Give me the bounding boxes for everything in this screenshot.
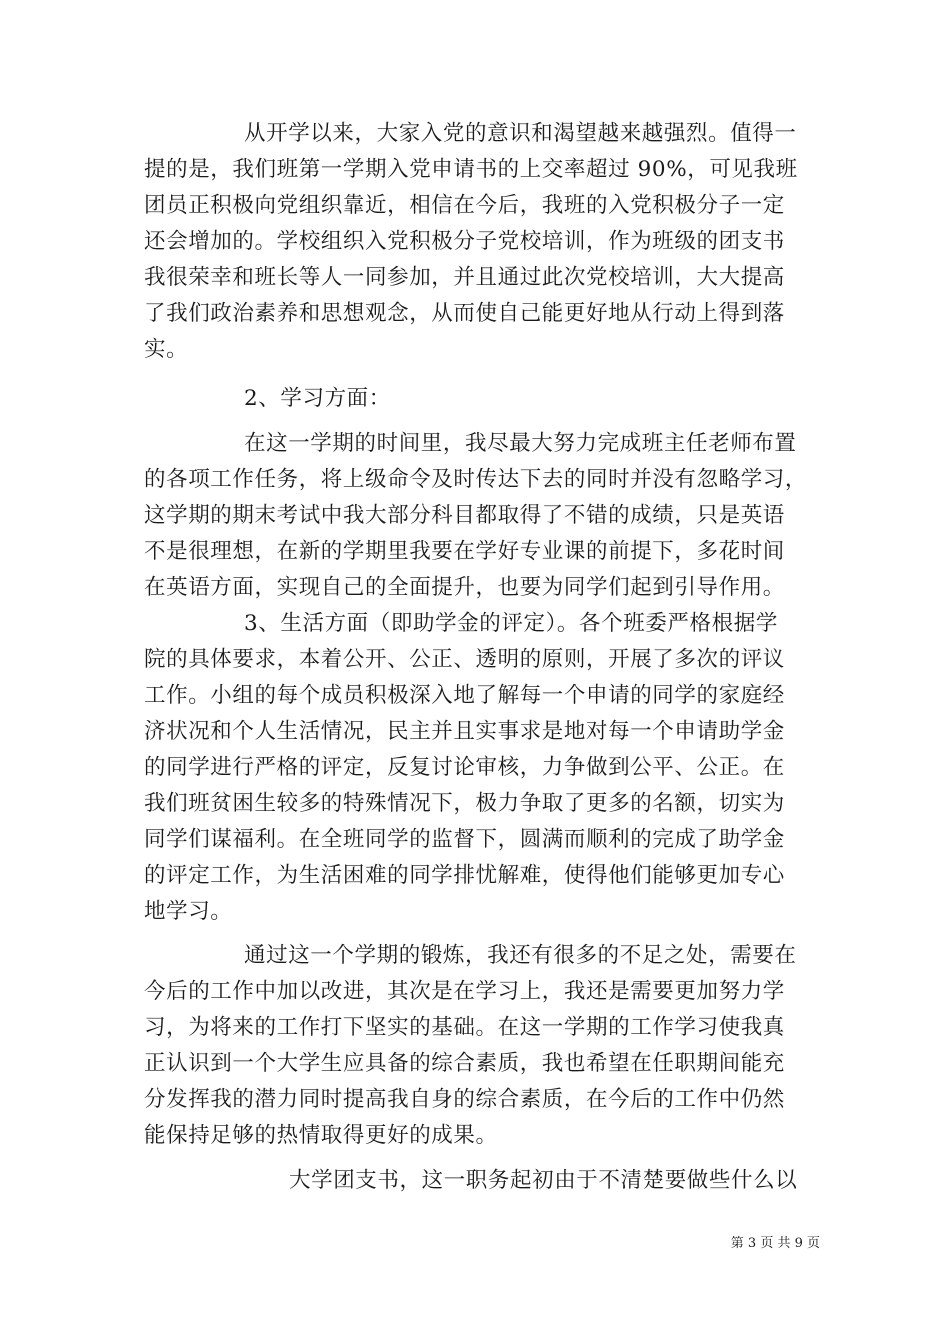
text-line: 院的具体要求，本着公开、公正、透明的原则，开展了多次的评议: [144, 647, 785, 672]
text-line: 团员正积极向党组织靠近，相信在今后，我班的入党积极分子一定: [144, 193, 785, 218]
text-line: 习，为将来的工作打下坚实的基础。在这一学期的工作学习使我真: [144, 1015, 785, 1040]
section-heading-life: 3、生活方面（即助学金的评定）。各个班委严格根据学: [244, 611, 778, 636]
text-line: 在英语方面，实现自己的全面提升，也要为同学们起到引导作用。: [144, 575, 785, 600]
section-heading-study: 2、学习方面：: [244, 386, 391, 411]
text-line: 同学们谋福利。在全班同学的监督下，圆满而顺利的完成了助学金: [144, 827, 785, 852]
text-line: 通过这一个学期的锻炼，我还有很多的不足之处，需要在: [244, 943, 797, 968]
text-line: 的同学进行严格的评定，反复讨论审核，力争做到公平、公正。在: [144, 755, 785, 780]
text-line: 了我们政治素养和思想观念，从而使自己能更好地从行动上得到落: [144, 301, 785, 326]
text-line: 不是很理想，在新的学期里我要在学好专业课的前提下，多花时间: [144, 539, 785, 564]
text-line: 在这一学期的时间里，我尽最大努力完成班主任老师布置: [244, 431, 797, 456]
text-line: 提的是，我们班第一学期入党申请书的上交率超过 90%，可见我班: [144, 157, 798, 182]
text-line: 我很荣幸和班长等人一同参加，并且通过此次党校培训，大大提高: [144, 265, 785, 290]
text-line: 我们班贫困生较多的特殊情况下，极力争取了更多的名额，切实为: [144, 791, 785, 816]
text-line: 实。: [144, 337, 189, 362]
text-line: 工作。小组的每个成员积极深入地了解每一个申请的同学的家庭经: [144, 683, 785, 708]
text-line: 大学团支书，这一职务起初由于不清楚要做些什么以: [289, 1168, 798, 1193]
text-line: 济状况和个人生活情况，民主并且实事求是地对每一个申请助学金: [144, 719, 785, 744]
text-line: 分发挥我的潜力同时提高我自身的综合素质，在今后的工作中仍然: [144, 1087, 785, 1112]
text-line: 地学习。: [144, 899, 233, 924]
text-line: 这学期的期末考试中我大部分科目都取得了不错的成绩，只是英语: [144, 503, 785, 528]
text-line: 能保持足够的热情取得更好的成果。: [144, 1123, 498, 1148]
text-line: 的各项工作任务，将上级命令及时传达下去的同时并没有忽略学习，: [144, 467, 808, 492]
text-line: 从开学以来，大家入党的意识和渴望越来越强烈。值得一: [244, 121, 797, 146]
page-number-footer: 第 3 页 共 9 页: [730, 1236, 820, 1251]
text-line: 的评定工作，为生活困难的同学排忧解难，使得他们能够更加专心: [144, 863, 785, 888]
text-line: 今后的工作中加以改进，其次是在学习上，我还是需要更加努力学: [144, 979, 785, 1004]
text-line: 正认识到一个大学生应具备的综合素质，我也希望在任职期间能充: [144, 1051, 785, 1076]
text-line: 还会增加的。学校组织入党积极分子党校培训，作为班级的团支书: [144, 229, 785, 254]
